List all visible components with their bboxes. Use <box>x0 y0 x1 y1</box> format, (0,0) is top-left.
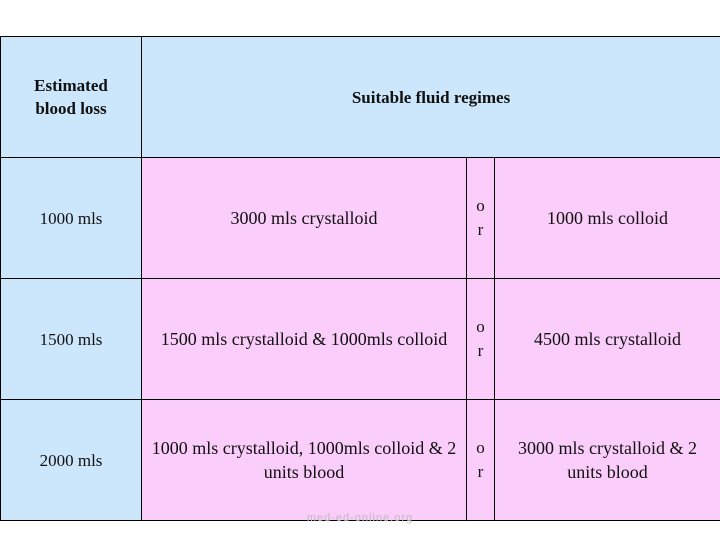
table-row <box>1 279 720 400</box>
table-row <box>1 158 720 279</box>
header-blood-loss-label: Estimated blood loss <box>34 76 108 118</box>
or-separator: or <box>467 158 495 279</box>
regime-option-a: 1500 mls crystalloid & 1000mls colloid <box>142 279 467 400</box>
footer-watermark: med-ed-online.org <box>306 512 414 524</box>
or-separator: or <box>467 400 495 521</box>
blood-loss-value: 1000 mls <box>39 208 103 228</box>
blood-loss-cell <box>1 158 142 279</box>
regime-option-b: 1000 mls colloid <box>495 158 720 279</box>
blood-loss-cell <box>1 279 142 400</box>
blood-loss-value: 1500 mls <box>39 329 103 349</box>
header-blood-loss-cell <box>1 37 142 158</box>
table-row <box>1 400 720 521</box>
blood-loss-value: 2000 mls <box>39 450 103 470</box>
fluid-regimes-table <box>0 36 720 521</box>
regime-option-a: 3000 mls crystalloid <box>142 158 467 279</box>
header-fluid-regimes-label: Suitable fluid regimes <box>351 88 511 107</box>
table-header-row <box>1 37 720 158</box>
or-separator: or <box>467 279 495 400</box>
regime-option-b: 3000 mls crystalloid & 2 units blood <box>495 400 720 521</box>
regime-option-a: 1000 mls crystalloid, 1000mls colloid & 2 units blood <box>142 400 467 521</box>
blood-loss-cell <box>1 400 142 521</box>
regime-option-b: 4500 mls crystalloid <box>495 279 720 400</box>
header-fluid-regimes-cell <box>142 37 720 158</box>
